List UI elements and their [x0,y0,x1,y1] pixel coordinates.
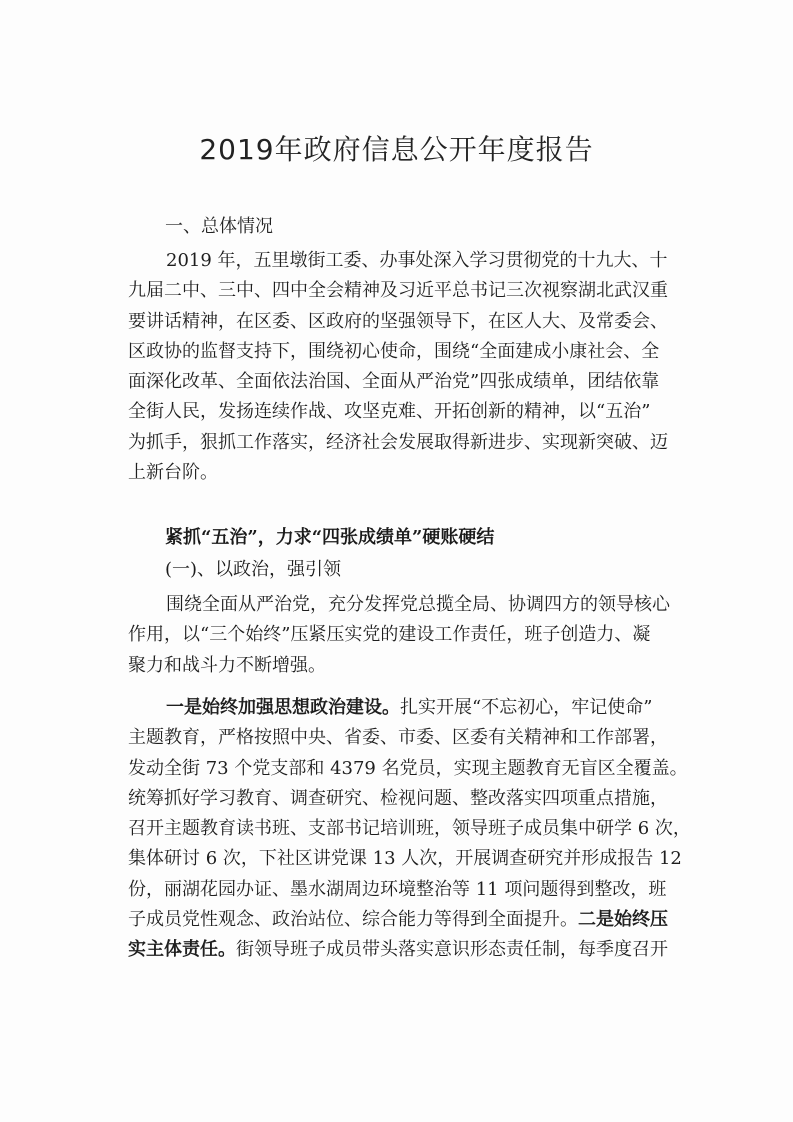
text-line: 统筹抓好学习教育、调查研究、检视问题、整改落实四项重点措施， [128,787,668,809]
text-line: 召开主题教育读书班、支部书记培训班，领导班子成员集中研学 6 次， [128,818,691,840]
document-title: 2019年政府信息公开年度报告 [199,133,594,166]
text-line: 份，丽湖花园办证、墨水湖周边环境整治等 11 项问题得到整改，班 [128,878,667,900]
text-span: 街领导班子成员带头落实意识形态责任制，每季度召开 [236,939,668,961]
text-line: 集体研讨 6 次，下社区讲党课 13 人次，开展调查研究并形成报告 12 [128,848,682,870]
text-line: 区政协的监督支持下，围绕初心使命，围绕“全面建成小康社会、全 [128,340,660,362]
text-line: 聚力和战斗力不断增强。 [128,654,326,676]
subsection-heading-politics: (一)、以政治，强引领 [165,559,342,580]
text-line: 主题教育，严格按照中央、省委、市委、区委有关精神和工作部署， [128,727,668,749]
text-line [128,935,688,965]
text-line: 2019 年，五里墩街工委、办事处深入学习贯彻党的十九大、十 [166,250,668,271]
text-line: 九届二中、三中、四中全会精神及习近平总书记三次视察湖北武汉重 [128,280,668,302]
paragraph-political-building [128,693,691,966]
bold-heading-five-governance: 紧抓“五治”，力求“四张成绩单”硬账硬结 [165,527,495,548]
text-line: 上新台阶。 [128,462,218,484]
text-line: 为抓手，狠抓工作落实，经济社会发展取得新进步、实现新突破、迈 [128,431,668,453]
text-span: 扎实开展“不忘初心，牢记使命” [400,697,653,718]
text-line: 发动全街 73 个党支部和 4379 名党员，实现主题教育无盲区全覆盖。 [128,757,688,779]
paragraph-overview [128,246,688,488]
section-heading-overview: 一、总体情况 [165,216,273,237]
text-line: 作用，以“三个始终”压紧压实党的建设工作责任，班子创造力、凝 [128,624,651,646]
paragraph-party-governance [128,590,688,681]
text-line [128,693,688,723]
bold-text: 二是始终压 [578,909,668,931]
text-line: 全街人民，发扬连续作战、攻坚克难、开拓创新的精神，以“五治” [128,401,651,423]
text-span: 子成员党性观念、政治站位、综合能力等得到全面提升。 [128,909,578,931]
bold-text: 实主体责任。 [128,939,236,961]
bold-lead-text: 一是始终加强思想政治建设。 [166,697,400,718]
text-line: 围绕全面从严治党，充分发挥党总揽全局、协调四方的领导核心 [166,594,670,615]
text-line [128,905,688,935]
text-line: 面深化改革、全面依法治国、全面从严治党”四张成绩单，团结依靠 [128,371,660,393]
text-line: 要讲话精神，在区委、区政府的坚强领导下，在区人大、及常委会、 [128,310,668,332]
